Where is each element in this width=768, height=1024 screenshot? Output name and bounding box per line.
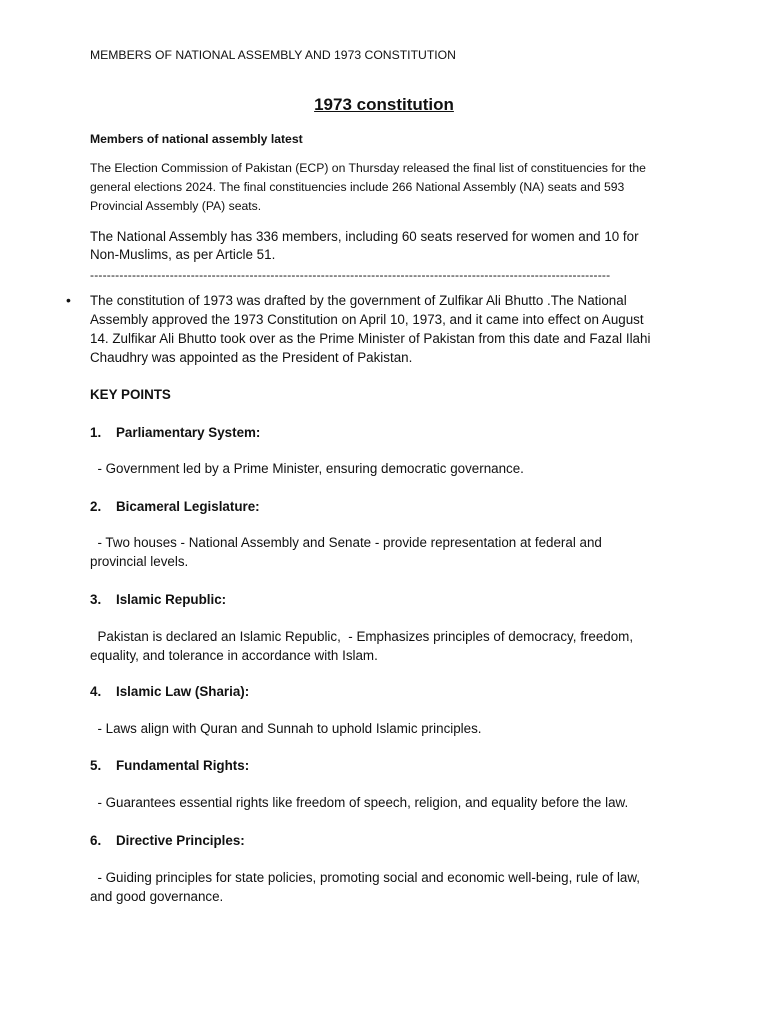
ecp-line: The Election Commission of Pakistan (ECP) on Thursday released the final list of constituencies for the xyxy=(90,161,646,175)
point-number: 3. xyxy=(90,592,102,607)
key-points-heading: KEY POINTS xyxy=(90,387,171,402)
point-title-text: Directive Principles: xyxy=(116,833,245,848)
point-number: 4. xyxy=(90,684,102,699)
point-number: 5. xyxy=(90,758,102,773)
point-title xyxy=(90,831,245,850)
ecp-line: general elections 2024. The final constituencies include 266 National Assembly (NA) seats and 593 xyxy=(90,180,625,194)
point-description: - Guarantees essential rights like freedom of speech, religion, and equality before the law. xyxy=(90,795,629,810)
point-title-text: Islamic Law (Sharia): xyxy=(116,684,250,699)
point-title-text: Islamic Republic: xyxy=(116,592,227,607)
page-header: MEMBERS OF NATIONAL ASSEMBLY AND 1973 CONSTITUTION xyxy=(90,48,456,62)
point-number: 6. xyxy=(90,833,102,848)
page-title: 1973 constitution xyxy=(314,95,454,114)
point-number: 2. xyxy=(90,499,102,514)
point-description: provincial levels. xyxy=(90,554,189,569)
point-number: 1. xyxy=(90,425,102,440)
point-title xyxy=(90,590,226,609)
point-title xyxy=(90,756,249,775)
bullet-line: The constitution of 1973 was drafted by the government of Zulfikar Ali Bhutto .The National xyxy=(90,293,627,308)
point-title-text: Bicameral Legislature: xyxy=(116,499,260,514)
point-description: - Guiding principles for state policies, promoting social and economic well-being, rule of law, xyxy=(90,870,641,885)
point-description: - Government led by a Prime Minister, ensuring democratic governance. xyxy=(90,461,524,476)
ecp-line: Provincial Assembly (PA) seats. xyxy=(90,199,262,213)
subheading: Members of national assembly latest xyxy=(90,132,303,146)
point-description: and good governance. xyxy=(90,889,224,904)
point-description: - Laws align with Quran and Sunnah to uphold Islamic principles. xyxy=(90,721,482,736)
point-title-text: Fundamental Rights: xyxy=(116,758,250,773)
point-title xyxy=(90,423,260,442)
bullet-line: Chaudhry was appointed as the President of Pakistan. xyxy=(90,350,413,365)
bullet-line: Assembly approved the 1973 Constitution on April 10, 1973, and it came into effect on August xyxy=(90,312,644,327)
point-title xyxy=(90,497,260,516)
point-description: equality, and tolerance in accordance with Islam. xyxy=(90,648,378,663)
point-description: Pakistan is declared an Islamic Republic, - Emphasizes principles of democracy, freedom, xyxy=(90,629,634,644)
point-title xyxy=(90,682,249,701)
point-description: - Two houses - National Assembly and Senate - provide representation at federal and xyxy=(90,535,602,550)
na-line: The National Assembly has 336 members, including 60 seats reserved for women and 10 for xyxy=(90,229,639,244)
bullet-line: 14. Zulfikar Ali Bhutto took over as the Prime Minister of Pakistan from this date and Fazal Ilahi xyxy=(90,331,651,346)
divider-line: ---------------------------------------------------------------------------------------------------------------------------- xyxy=(90,268,611,282)
point-title-text: Parliamentary System: xyxy=(116,425,261,440)
na-line: Non-Muslims, as per Article 51. xyxy=(90,247,276,262)
bullet-icon: • xyxy=(66,292,71,308)
